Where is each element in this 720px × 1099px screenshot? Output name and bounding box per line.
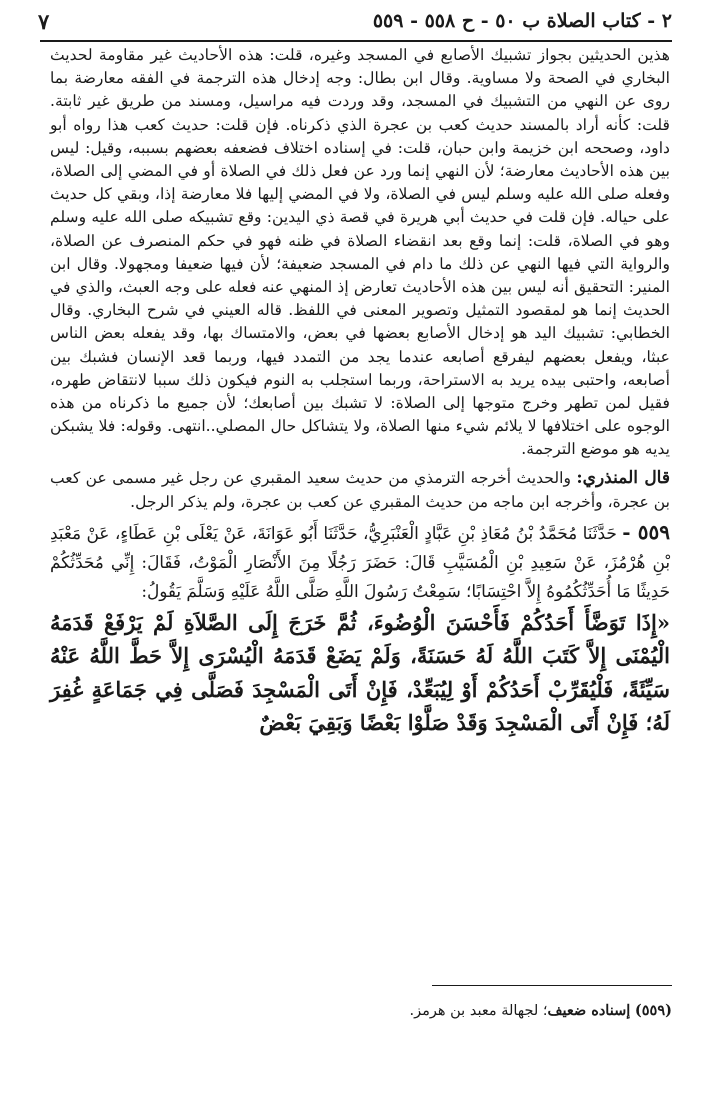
running-head: ٢ - كتاب الصلاة ب ٥٠ - ح ٥٥٨ - ٥٥٩ [372,10,672,32]
hadith-number: ٥٥٩ - [622,519,670,544]
footnote [48,1000,672,1022]
header-rule [40,40,672,42]
footnote-rule [432,985,672,986]
page-header [38,4,672,38]
main-text [50,44,670,740]
footnote-grade: إسناده ضعيف [547,1002,631,1019]
hadith-isnad [50,518,670,606]
mundhiri-label: قال المنذري: [576,467,670,488]
footnote-number: (٥٥٩) [634,1002,672,1019]
page-number: ٧ [38,8,50,34]
hadith-matn: «إِذَا تَوَضَّأَ أَحَدُكُمْ فَأَحْسَنَ الْوُضُوءَ، ثُمَّ خَرَجَ إِلَى الصَّلاَةِ لَمْ يَرْفَعْ قَدَمَهُ الْيُمْنَى إِلاَّ كَتَبَ اللَّهُ لَهُ حَسَنَةً، وَلَمْ يَضَعْ قَدَمَهُ الْيُسْرَى إِلاَّ حَطَّ اللَّهُ عَنْهُ سَيِّئَةً، فَلْيُقَرِّبْ أَحَدُكُمْ أَوْ لِيُبَعِّدْ، فَإِنْ أَتَى الْمَسْجِدَ فَصَلَّى فِي جَمَاعَةٍ غُفِرَ لَهُ؛ فَإِنْ أَتَى الْمَسْجِدَ وَقَدْ صَلَّوْا بَعْضًا وَبَقِيَ بَعْضٌ [50,609,670,736]
commentary-paragraph: هذين الحديثين بجواز تشبيك الأصابع في المسجد وغيره، قلت: هذه الأحاديث غير مقاومة لحديث البخاري في الصحة ولا مساوية. وقال ابن بطال: وجه إدخال هذه الترجمة في الفقه معارضة بما روى عن النهي من التشبيك في المسجد، وقد وردت فيه مراسيل، ومسند من طريق غير ثابتة. قلت: كأنه أراد بالمسند حديث كعب بن عجرة الذي ذكرناه. فإن قلت: حديث كعب هذا رواه أبو داود، وصححه ابن خزيمة وابن حبان، قلت: في إسناده اختلاف فضعفه بعضهم بسببه، وقيل: ليس بين هذه الأحاديث معارضة؛ لأن النهي إنما ورد عن فعل ذلك في الصلاة أو في المضي إلى الصلاة، وفعله صلى الله عليه وسلم ليس في الصلاة، ولا في المضي إليها فلا معارضة إذا، وبقي كل حديث على حياله. فإن قلت في حديث أبي هريرة في قصة ذي اليدين: وقع تشبيكه صلى الله عليه وسلم وهو في الصلاة، قلت: إنما وقع بعد انقضاء الصلاة في ظنه فهو في حكم المنصرف عن الصلاة، والرواية التي فيها النهي عن ذلك ما دام في المسجد ضعيفة؛ لأن فيها ضعيفا ومجهولا. وقال ابن المنير: التحقيق أنه ليس بين هذه الأحاديث تعارض إذ المنهي عنه فعله على وجه العبث، والذي في الحديث إنما هو لمقصود التمثيل وتصوير المعنى في اللفظ. قاله العيني في شرح البخاري. وقال الخطابي: تشبيك اليد هو إدخال الأصابع بعضها في بعض، والامتساك بها، وقد يفعله بعض الناس عبثا، ويفعل بعضهم ليفرقع أصابعه عندما يجد من التمدد فيها، وربما قعد الإنسان فشبك بين أصابعه، واحتبى بيده يريد به الاستراحة، وربما استجلب به النوم فيكون ذلك سببا لانتقاض طهره، فقيل لمن تطهر وخرج متوجها إلى الصلاة: لا تشبك بين أصابعك؛ لأن جميع ما ذكرناه من هذه الوجوه على اختلافها لا يلائم شيء منها الصلاة، ولا يتشاكل حال المصلي..انتهى. وقوله: فلا يشبكن يديه هو موضع الترجمة. [50,46,670,459]
mundhiri-note [50,466,670,514]
isnad-text: حَدَّثَنَا مُحَمَّدُ بْنُ مُعَاذِ بْنِ عَبَّادٍ الْعَنْبَرِيُّ، حَدَّثَنَا أَبُو عَوَانَةَ، عَنْ يَعْلَى بْنِ عَطَاءٍ، عَنْ مَعْبَدِ بْنِ هُرْمُزَ، عَنْ سَعِيدِ بْنِ الْمُسَيَّبِ قَالَ: حَضَرَ رَجُلًا مِنَ الأَنْصَارِ الْمَوْتُ، فَقَالَ: إِنِّي مُحَدِّثُكُمْ حَدِيثًا مَا أُحَدِّثُكُمُوهُ إِلاَّ احْتِسَابًا؛ سَمِعْتُ رَسُولَ اللَّهِ صَلَّى اللَّهُ عَلَيْهِ وَسَلَّمَ يَقُولُ: [50,522,670,601]
footnote-text: ؛ لجهالة معبد بن هرمز. [409,1003,548,1019]
mundhiri-text: والحديث أخرجه الترمذي من حديث سعيد المقبري عن رجل غير مسمى عن كعب بن عجرة، وأخرجه ابن ماجه من حديث المقبري عن كعب بن عجرة، ولم يذكر الرجل. [50,468,670,511]
